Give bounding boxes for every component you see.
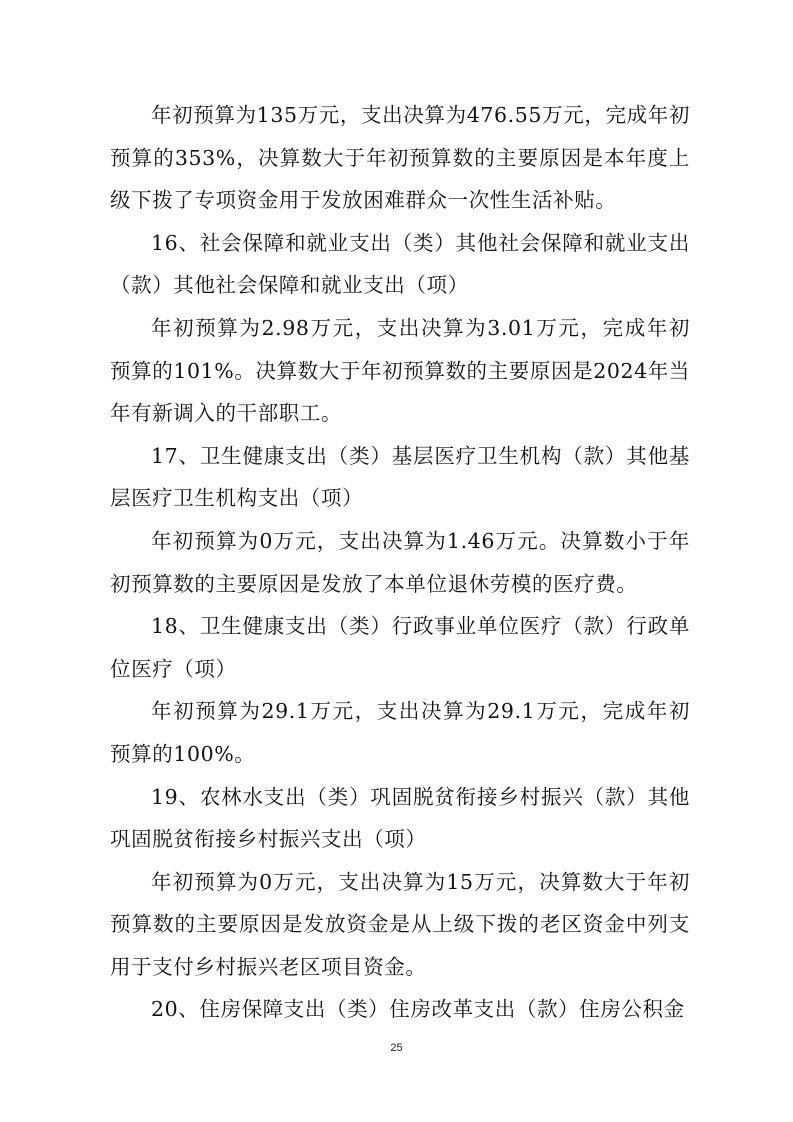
paragraph-item-17-detail: 年初预算为0万元，支出决算为1.46万元。决算数小于年初预算数的主要原因是发放了本单位退休劳模的医疗费。 xyxy=(110,528,690,596)
heading-item-17: 17、卫生健康支出（类）基层医疗卫生机构（款）其他基层医疗卫生机构支出（项） xyxy=(110,443,690,511)
document-body xyxy=(110,94,690,1031)
heading-item-19: 19、农林水支出（类）巩固脱贫衔接乡村振兴（款）其他巩固脱贫衔接乡村振兴支出（项） xyxy=(110,784,690,852)
paragraph-item-18-detail: 年初预算为29.1万元，支出决算为29.1万元，完成年初预算的100%。 xyxy=(110,699,690,766)
paragraph-item-16-detail: 年初预算为2.98万元，支出决算为3.01万元，完成年初预算的101%。决算数大于年初预算数的主要原因是2024年当年有新调入的干部职工。 xyxy=(110,315,690,426)
heading-item-20: 20、住房保障支出（类）住房改革支出（款）住房公积金 xyxy=(151,997,685,1022)
heading-item-18: 18、卫生健康支出（类）行政事业单位医疗（款）行政单位医疗（项） xyxy=(110,614,690,681)
paragraph-item-19-detail: 年初预算为0万元，支出决算为15万元，决算数大于年初预算数的主要原因是发放资金是从上级下拨的老区资金中列支用于支付乡村振兴老区项目资金。 xyxy=(110,869,690,979)
heading-item-16: 16、社会保障和就业支出（类）其他社会保障和就业支出（款）其他社会保障和就业支出（项） xyxy=(110,230,690,298)
page-number: 25 xyxy=(390,1042,403,1054)
paragraph-budget-15-detail: 年初预算为135万元，支出决算为476.55万元，完成年初预算的353%，决算数大于年初预算数的主要原因是本年度上级下拨了专项资金用于发放困难群众一次性生活补贴。 xyxy=(110,103,690,213)
